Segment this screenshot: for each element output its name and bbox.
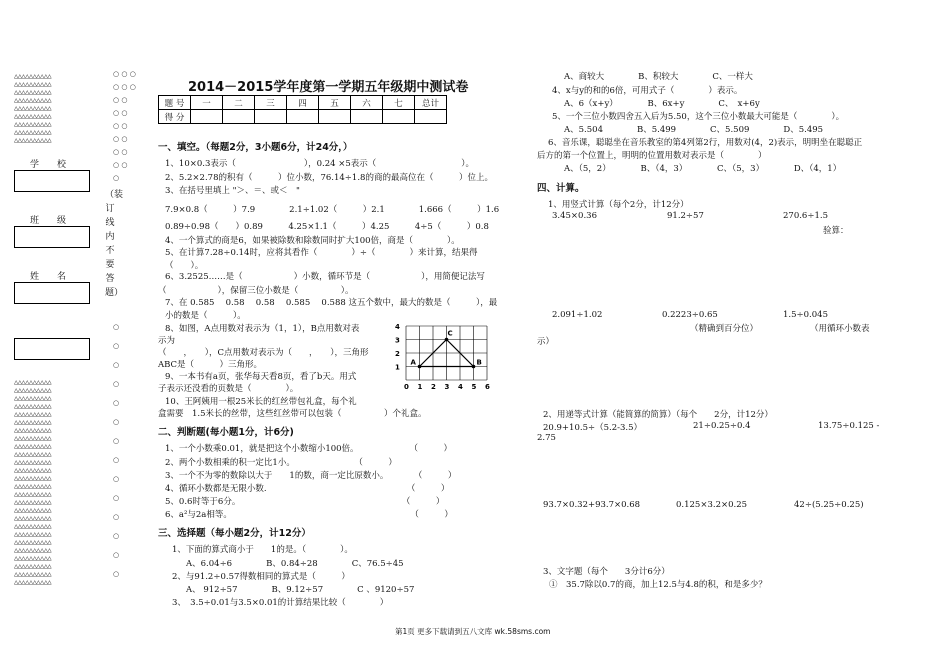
choice-q2-options: A、 912÷57 B、9.12÷57 C 、9120÷57 (186, 585, 415, 595)
coordinate-grid-figure (392, 316, 492, 394)
score-cell: 六 (351, 96, 383, 110)
binder-triangles-bottom: △△△△△△△△△△ △△△△△△△△△△ △△△△△△△△△△ △△△△△△△△△△ △△△△△△△△△△ △△△△△△△△△△ △△△△△△△△△△ △△△△△△△△△△ △△△△△△△△△△ △△△△△△△△△△ △△△△△△△△△△ △△△△△△△△△△ △△△△△△△△△△ △△△△△△△△△△ △△△△△△△△△△ △△△△△△△△△△ △△△△△△△△△△ △△△△△△△△△△ △△△△△△△△△△ △△△△△△△△△△ △△△△△△△△△△ △△△△△△△△△△ △△△△△△△△△△ △△△△△△△△△△ △△△△△△△△△△ △△△△△△△△△△ (14, 378, 52, 586)
fill-q8-cont2: （ ， ），C点用数对表示为（ ， ），三角形 (158, 348, 369, 358)
grid-y-ticks (395, 323, 400, 372)
fill-q8-cont1: 示为 (158, 336, 176, 346)
fill-q3: 3、在括号里填上 "＞、＝、或＜ " (165, 186, 300, 196)
triangle-abc (411, 330, 482, 369)
section-3-title: 三、选择题（每小题2分，计12分） (158, 528, 311, 539)
judge-q4: 4、循环小数都是无限小数. （ ） (165, 484, 450, 494)
judge-q5: 5、0.6时等于6分。 （ ） (165, 497, 445, 507)
score-input-cell[interactable] (287, 110, 319, 124)
fill-q8: 8、如图，A点用数对表示为（1，1），B点用数对表 (165, 324, 360, 334)
calc-row2-b: 0.2223÷0.65 (662, 310, 718, 320)
calc-row2-c: 1.5÷0.045 (783, 310, 828, 320)
name-label: 姓 名 (30, 272, 67, 282)
section-4-title: 四、计算。 (537, 183, 585, 194)
school-label: 学 校 (30, 160, 67, 170)
point-b (472, 365, 476, 369)
choice-q4-options: A、6（x+y） B、6x+y C、 x+6y (564, 99, 760, 109)
grid-x-tick: 5 (471, 383, 477, 391)
fill-q6-cont: （ ），保留三位小数是（ ）。 (158, 286, 354, 296)
choice-q6-cont: 后方的第一个位置上，明明的位置用数对表示是（ ） (537, 151, 767, 161)
point-label-a: A (410, 358, 416, 367)
score-input-cell[interactable] (319, 110, 351, 124)
judge-q6: 6、a²与2a相等。 （ ） (165, 510, 453, 520)
fill-q8-cont3: ABC是（ ）三角形。 (158, 360, 263, 370)
choice-q5-options: A、5.504 B、5.499 C、5.509 D、5.495 (564, 125, 824, 135)
calc-row1-a: 3.45×0.36 (552, 211, 597, 221)
score-table (158, 95, 447, 124)
fill-q4: 4、一个算式的商是6，如果被除数和除数同时扩大100倍，商是（ ）。 (165, 236, 460, 246)
binding-line-notice: （装订线内不要答题） (105, 190, 124, 298)
grid-x-tick: 6 (485, 383, 490, 391)
score-cell: 题 号 (159, 96, 191, 110)
score-input-cell[interactable] (351, 110, 383, 124)
extra-field[interactable] (14, 338, 90, 360)
grid-x-tick: 1 (417, 383, 423, 391)
calc-row4-c: 42÷(5.25÷0.25) (794, 500, 864, 510)
calc-row3-a: 20.9+10.5÷（5.2-3.5） (543, 423, 643, 433)
point-c (445, 338, 449, 342)
calc-row3-c: 13.75÷0.125 - (818, 421, 880, 431)
calc-row1-c: 270.6÷1.5 (783, 211, 828, 221)
score-input-cell[interactable] (415, 110, 447, 124)
grid-y-tick: 3 (395, 336, 400, 345)
grid-lines (406, 326, 487, 380)
page-title: 2014－2015学年度第一学期五年级期中测试卷 (188, 80, 469, 95)
fill-q2: 2、5.2×2.78的积有（ ）位小数，76.14÷1.8的商的最高位在（ ）位上。 (165, 173, 493, 183)
calc-sub2-title: 2、用递等式计算（能简算的简算）（每个 2分，计12分） (543, 410, 773, 420)
score-cell: 七 (383, 96, 415, 110)
choice-q1: 1、下面的算式商小于 1的是。（ ）。 (172, 545, 353, 555)
score-table-score-row (159, 110, 447, 124)
choice-q2: 2、与91.2÷0.57得数相同的算式是（ ） (172, 572, 350, 582)
score-cell: 二 (223, 96, 255, 110)
grid-x-tick: 3 (444, 383, 450, 391)
class-label: 班 级 (30, 216, 67, 226)
judge-q3: 3、一个不为零的数除以大于 1的数，商一定比原数小。 （ ） (165, 471, 457, 481)
score-input-cell[interactable] (255, 110, 287, 124)
grid-y-tick: 4 (395, 323, 400, 331)
score-cell: 三 (255, 96, 287, 110)
class-field[interactable] (14, 226, 90, 248)
score-input-cell[interactable] (223, 110, 255, 124)
section-1-title: 一、填空。（每题2分，3小题6分，计24分，） (158, 142, 353, 153)
fill-q6: 6、3.2525……是（ ）小数，循环节是（ ），用简便记法写 (165, 272, 485, 282)
choice-q1-options: A、6.04÷6 B、0.84÷28 C、76.5÷45 (186, 559, 404, 569)
point-label-b: B (476, 358, 482, 367)
calc-sub1-title: 1、用竖式计算（每个2分，计12分） (548, 200, 689, 210)
judge-q2: 2、两个小数相乘的积一定比1小。 （ ） (165, 458, 397, 468)
grid-y-tick: 1 (395, 363, 400, 372)
score-cell: 四 (287, 96, 319, 110)
score-table-header-row (159, 96, 447, 110)
grid-x-tick: 2 (431, 383, 436, 391)
word-problem-q1: ① 35.7除以0.7的商，加上12.5与4.8的积，和是多少？ (549, 580, 767, 590)
grid-x-tick: 4 (458, 383, 463, 391)
fill-q3-row1: 7.9×0.8（ ）7.9 2.1÷1.02（ ）2.1 1.666（ ）1.6 (165, 205, 500, 215)
score-cell: 一 (191, 96, 223, 110)
calc-row1-b: 91.2÷57 (667, 211, 704, 221)
word-problem-title: 3、文字题（每个 3分计6分） (543, 567, 670, 577)
choice-q6: 6、音乐课，聪聪坐在音乐教室的第4列第2行，用数对(4，2)表示，明明坐在聪聪正 (548, 138, 863, 148)
fill-q10: 10、王阿姨用一根25米长的红丝带包礼盒，每个礼 (165, 397, 357, 407)
point-label-c: C (447, 329, 453, 338)
page-footer: 第1页 更多下载请到五八文库 wk.58sms.com (395, 627, 551, 636)
calc-note-repeat: （用循环小数表 (810, 324, 870, 334)
calc-note-round: （精确到百分位） (690, 324, 759, 334)
calc-row3-b: 21÷0.25÷0.4 (693, 421, 751, 431)
fill-q5: 5、在计算7.28÷0.14时，应将其看作（ ）÷（ ）来计算，结果得（ ）。 (165, 248, 478, 271)
score-cell: 得 分 (159, 110, 191, 124)
binding-holes-upper: ○ ○ ○ ○ ○ ○ ○ ○ ○ ○ ○ ○ ○ ○ ○ ○ ○ ○ ○ (113, 70, 136, 182)
choice-q3: 3、 3.5÷0.01与3.5×0.01的计算结果比较（ ） (172, 598, 389, 608)
calc-row3-c-cont: 2.75 (537, 433, 556, 443)
score-input-cell[interactable] (191, 110, 223, 124)
calc-row4-b: 0.125×3.2×0.25 (676, 500, 748, 510)
calc-row2-a: 2.091÷1.02 (552, 310, 603, 320)
section-2-title: 二、判断题(每小题1分，计6分) (158, 427, 294, 438)
score-cell: 五 (319, 96, 351, 110)
point-a (418, 365, 422, 369)
calc-row4-a: 93.7×0.32+93.7×0.68 (543, 500, 641, 510)
score-input-cell[interactable] (383, 110, 415, 124)
grid-x-tick: 0 (404, 383, 409, 391)
choice-q4: 4、x与y的和的6倍，可用式子（ ）表示。 (552, 86, 743, 96)
binder-triangles-top: △△△△△△△△△△ △△△△△△△△△△ △△△△△△△△△△ △△△△△△△△△△ △△△△△△△△△△ △△△△△△△△△△ △△△△△△△△△△ △△△△△△△△△△ △△△△△△△△△△ (14, 72, 52, 144)
fill-q9-cont: 子表示还没看的页数是（ ）。 (158, 384, 299, 394)
fill-q7: 7、在 0.585 0.58 0.58 0.585 0.588 这五个数中，最大的数是（ ），最小的数是（ ）。 (165, 298, 498, 321)
choice-q5: 5、一个三位小数四舍五入后为5.50，这个三位小数最大可能是（ ）。 (552, 112, 845, 122)
grid-x-ticks (404, 383, 490, 391)
fill-q10-cont: 盒需要 1.5米长的丝带，这些红丝带可以包装（ ）个礼盒。 (158, 409, 427, 419)
calc-note-repeat-cont: 示） (537, 337, 555, 347)
check-label: 验算： (823, 226, 849, 236)
score-cell: 总计 (415, 96, 447, 110)
fill-q3-row2: 0.89÷0.98（ ）0.89 4.25×1.1（ ）4.25 4÷5（ ）0.8 (165, 222, 489, 232)
fill-q9: 9、一本书有a页，张华每天看8页，看了b天。用式 (165, 372, 357, 382)
school-field[interactable] (14, 170, 90, 192)
fill-q1: 1、10×0.3表示（ ），0.24 ×5表示（ ）。 (165, 159, 475, 169)
name-field[interactable] (14, 282, 90, 304)
binding-holes-lower: ○ ○ ○ ○ ○ ○ ○ ○ ○ ○ ○ ○ ○ ○ (113, 323, 120, 578)
grid-y-tick: 2 (395, 350, 400, 358)
choice-q3-options: A、商较大 B、积较大 C、一样大 (564, 72, 753, 82)
choice-q6-options: A、（5，2） B、（4，3） C、（5，3） D、（4，1） (564, 164, 842, 174)
judge-q1: 1、一个小数乘0.01，就是把这个小数缩小100倍。 （ ） (165, 444, 453, 454)
